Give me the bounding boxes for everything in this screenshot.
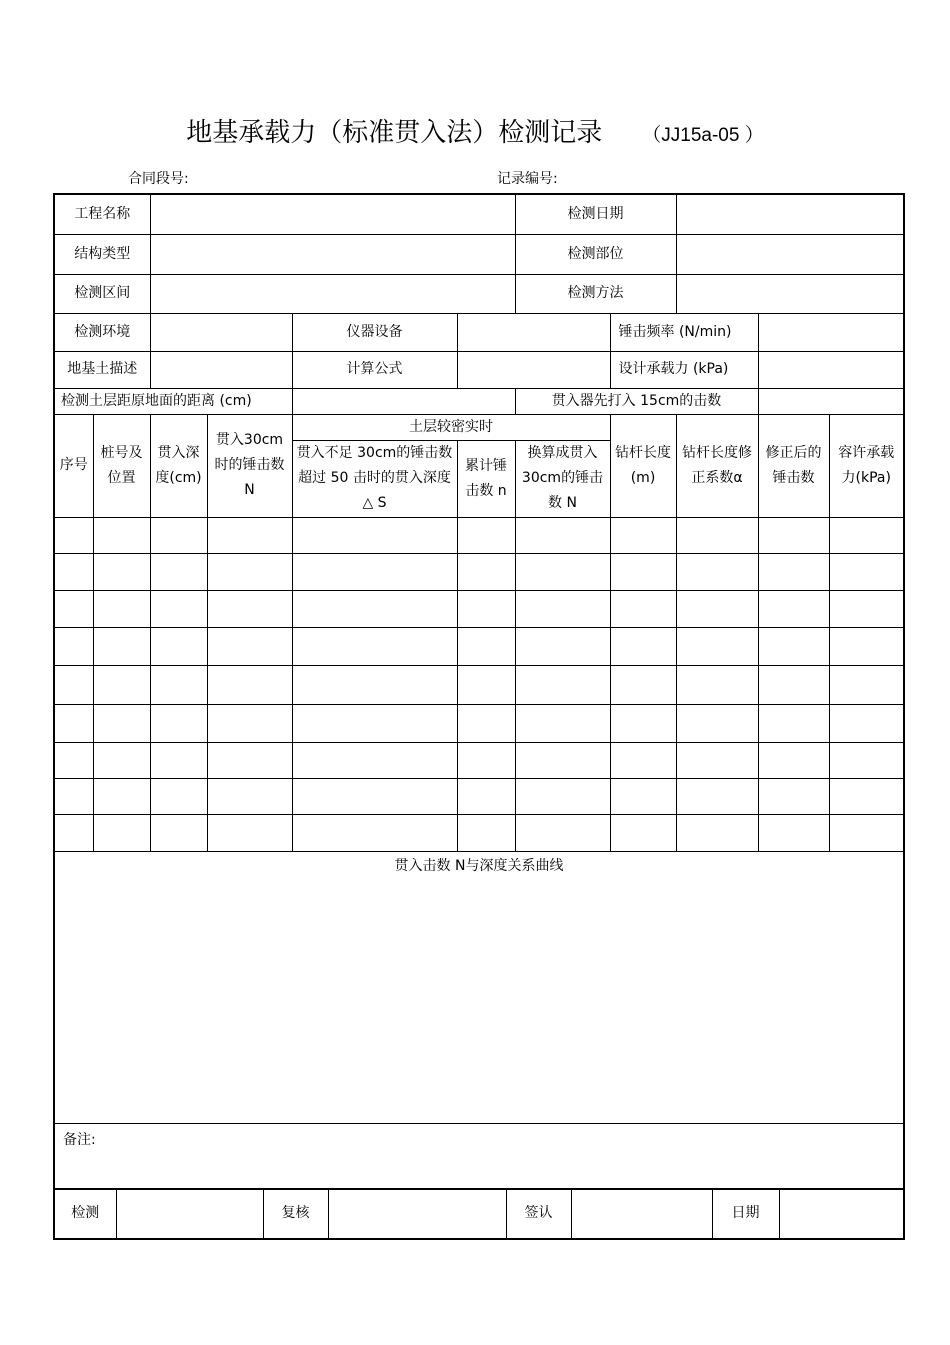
table-cell[interactable]	[829, 704, 904, 742]
col-dense-header: 土层较密实时	[292, 414, 610, 440]
table-cell[interactable]	[207, 517, 292, 553]
test-location-label: 检测部位	[515, 234, 676, 274]
col-allow-header: 容许承载力(kPa)	[829, 414, 904, 517]
table-cell[interactable]	[207, 778, 292, 814]
table-cell[interactable]	[54, 665, 93, 704]
hammer-freq-label: 锤击频率 (N/min)	[610, 313, 758, 351]
table-cell[interactable]	[207, 553, 292, 590]
table-cell[interactable]	[93, 704, 150, 742]
contract-label: 合同段号:	[128, 171, 189, 187]
confirm-label: 签认	[506, 1189, 571, 1239]
table-cell[interactable]	[610, 742, 676, 778]
table-cell[interactable]	[515, 778, 610, 814]
table-cell[interactable]	[829, 665, 904, 704]
title-text: 地基承载力（标准贯入法）检测记录	[186, 118, 603, 148]
table-row	[54, 742, 904, 778]
curve-label: 贯入击数 N与深度关系曲线	[394, 857, 564, 874]
col-rod-len-header: 钻杆长度(m)	[610, 414, 676, 517]
table-cell[interactable]	[676, 517, 758, 553]
table-cell[interactable]	[829, 517, 904, 553]
table-cell[interactable]	[676, 553, 758, 590]
table-cell[interactable]	[515, 553, 610, 590]
table-cell[interactable]	[829, 814, 904, 851]
table-cell[interactable]	[457, 742, 515, 778]
col-pile-header: 桩号及位置	[93, 414, 150, 517]
table-cell[interactable]	[54, 590, 93, 627]
table-cell[interactable]	[150, 553, 207, 590]
col-depth-header: 贯入深度(cm)	[150, 414, 207, 517]
table-cell[interactable]	[610, 517, 676, 553]
col-conv-header: 换算成贯入 30cm的锤击数 N	[515, 440, 610, 517]
table-cell[interactable]	[457, 814, 515, 851]
structure-type-label: 结构类型	[54, 234, 150, 274]
table-cell[interactable]	[515, 704, 610, 742]
table-cell[interactable]	[758, 814, 829, 851]
distance-field[interactable]	[292, 388, 515, 414]
table-cell[interactable]	[292, 742, 457, 778]
table-cell[interactable]	[457, 704, 515, 742]
table-cell[interactable]	[758, 590, 829, 627]
table-cell[interactable]	[54, 778, 93, 814]
table-cell[interactable]	[758, 627, 829, 665]
table-cell[interactable]	[676, 627, 758, 665]
table-cell[interactable]	[150, 704, 207, 742]
test-date-label: 检测日期	[515, 194, 676, 234]
table-row	[54, 704, 904, 742]
table-cell[interactable]	[150, 814, 207, 851]
table-cell[interactable]	[610, 627, 676, 665]
col-blows30-header: 贯入30cm时的锤击数N	[207, 414, 292, 517]
test-section-field[interactable]	[150, 274, 515, 313]
table-cell[interactable]	[758, 553, 829, 590]
date-field[interactable]	[779, 1189, 904, 1239]
table-cell[interactable]	[676, 814, 758, 851]
col-cum-header: 累计锤击数 n	[457, 440, 515, 517]
table-cell[interactable]	[457, 553, 515, 590]
table-cell[interactable]	[610, 553, 676, 590]
table-cell[interactable]	[207, 665, 292, 704]
table-row	[54, 553, 904, 590]
table-cell[interactable]	[457, 665, 515, 704]
structure-type-field[interactable]	[150, 234, 515, 274]
table-cell[interactable]	[515, 814, 610, 851]
table-cell[interactable]	[54, 553, 93, 590]
table-cell[interactable]	[93, 517, 150, 553]
table-cell[interactable]	[93, 778, 150, 814]
pre-blows-label: 贯入器先打入 15cm的击数	[515, 388, 758, 414]
table-cell[interactable]	[676, 665, 758, 704]
test-environment-field[interactable]	[150, 313, 292, 351]
table-row	[54, 814, 904, 851]
table-cell[interactable]	[829, 590, 904, 627]
col-rod-corr-header: 钻杆长度修正系数α	[676, 414, 758, 517]
table-cell[interactable]	[515, 627, 610, 665]
test-location-field[interactable]	[676, 234, 904, 274]
table-cell[interactable]	[610, 590, 676, 627]
test-date-field[interactable]	[676, 194, 904, 234]
distance-label: 检测土层距原地面的距离 (cm)	[54, 388, 292, 414]
curve-area	[54, 851, 904, 1123]
data-rows	[54, 517, 904, 851]
col-seq-header: 序号	[54, 414, 93, 517]
test-method-label: 检测方法	[515, 274, 676, 313]
design-capacity-label: 设计承载力 (kPa)	[610, 351, 758, 388]
table-cell[interactable]	[150, 742, 207, 778]
table-cell[interactable]	[292, 814, 457, 851]
table-cell[interactable]	[676, 778, 758, 814]
hammer-freq-field[interactable]	[758, 313, 904, 351]
review-label: 复核	[263, 1189, 328, 1239]
remarks-label: 备注:	[63, 1131, 96, 1148]
table-cell[interactable]	[292, 553, 457, 590]
test-method-field[interactable]	[676, 274, 904, 313]
test-environment-label: 检测环境	[54, 313, 150, 351]
table-cell[interactable]	[93, 814, 150, 851]
table-cell[interactable]	[54, 814, 93, 851]
inspect-field[interactable]	[116, 1189, 263, 1239]
table-cell[interactable]	[457, 778, 515, 814]
table-cell[interactable]	[829, 553, 904, 590]
table-cell[interactable]	[93, 590, 150, 627]
table-cell[interactable]	[457, 517, 515, 553]
table-cell[interactable]	[515, 590, 610, 627]
table-cell[interactable]	[150, 778, 207, 814]
record-table	[53, 193, 905, 1190]
table-cell[interactable]	[829, 627, 904, 665]
project-name-field[interactable]	[150, 194, 515, 234]
table-cell[interactable]	[93, 742, 150, 778]
table-cell[interactable]	[292, 665, 457, 704]
inspect-label: 检测	[54, 1189, 116, 1239]
table-cell[interactable]	[457, 627, 515, 665]
table-cell[interactable]	[150, 665, 207, 704]
table-cell[interactable]	[758, 778, 829, 814]
table-cell[interactable]	[54, 517, 93, 553]
table-cell[interactable]	[54, 742, 93, 778]
table-row	[54, 778, 904, 814]
table-cell[interactable]	[676, 590, 758, 627]
table-cell[interactable]	[758, 704, 829, 742]
table-cell[interactable]	[515, 517, 610, 553]
table-cell[interactable]	[758, 665, 829, 704]
table-cell[interactable]	[207, 814, 292, 851]
instrument-field[interactable]	[457, 313, 610, 351]
formula-label: 计算公式	[292, 351, 457, 388]
col-less30-header: 贯入不足 30cm的锤击数超过 50 击时的贯入深度△ S	[292, 440, 457, 517]
table-row	[54, 590, 904, 627]
table-cell[interactable]	[676, 742, 758, 778]
table-cell[interactable]	[150, 627, 207, 665]
table-cell[interactable]	[515, 742, 610, 778]
table-cell[interactable]	[207, 590, 292, 627]
table-cell[interactable]	[292, 627, 457, 665]
project-name-label: 工程名称	[54, 194, 150, 234]
signature-table	[53, 1188, 905, 1240]
table-cell[interactable]	[610, 778, 676, 814]
table-cell[interactable]	[292, 778, 457, 814]
table-cell[interactable]	[54, 704, 93, 742]
remarks-area[interactable]	[54, 1123, 904, 1189]
instrument-label: 仪器设备	[292, 313, 457, 351]
table-cell[interactable]	[758, 517, 829, 553]
confirm-field[interactable]	[571, 1189, 712, 1239]
form-code: （JJ15a-05 ）	[642, 125, 764, 146]
soil-desc-field[interactable]	[150, 351, 292, 388]
table-row	[54, 627, 904, 665]
table-cell[interactable]	[292, 517, 457, 553]
date-label: 日期	[712, 1189, 779, 1239]
table-cell[interactable]	[610, 814, 676, 851]
table-cell[interactable]	[150, 517, 207, 553]
table-cell[interactable]	[93, 553, 150, 590]
formula-field[interactable]	[457, 351, 610, 388]
table-cell[interactable]	[610, 704, 676, 742]
table-cell[interactable]	[207, 742, 292, 778]
design-capacity-field[interactable]	[758, 351, 904, 388]
table-cell[interactable]	[610, 665, 676, 704]
table-cell[interactable]	[829, 742, 904, 778]
col-corrected-header: 修正后的锤击数	[758, 414, 829, 517]
table-cell[interactable]	[207, 704, 292, 742]
table-cell[interactable]	[457, 590, 515, 627]
table-cell[interactable]	[150, 590, 207, 627]
table-cell[interactable]	[292, 590, 457, 627]
soil-desc-label: 地基土描述	[54, 351, 150, 388]
review-field[interactable]	[328, 1189, 506, 1239]
pre-blows-field[interactable]	[758, 388, 904, 414]
table-cell[interactable]	[93, 627, 150, 665]
record-no-label: 记录编号:	[497, 171, 558, 187]
table-cell[interactable]	[515, 665, 610, 704]
table-cell[interactable]	[54, 627, 93, 665]
table-cell[interactable]	[207, 627, 292, 665]
table-cell[interactable]	[758, 742, 829, 778]
table-cell[interactable]	[829, 778, 904, 814]
table-cell[interactable]	[676, 704, 758, 742]
table-row	[54, 517, 904, 553]
table-row	[54, 665, 904, 704]
document-title	[0, 112, 950, 149]
table-cell[interactable]	[292, 704, 457, 742]
test-section-label: 检测区间	[54, 274, 150, 313]
table-cell[interactable]	[93, 665, 150, 704]
